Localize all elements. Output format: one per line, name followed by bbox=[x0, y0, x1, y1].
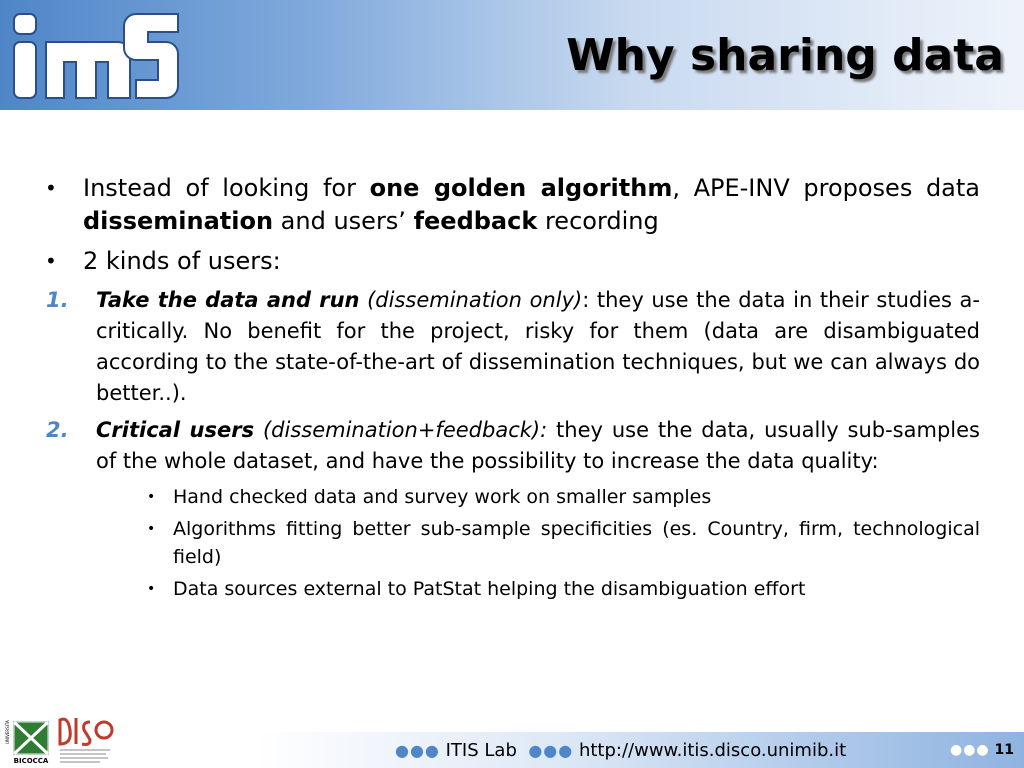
bullet-marker: • bbox=[147, 521, 156, 537]
page-number bbox=[950, 742, 1014, 758]
number-marker: 2. bbox=[46, 418, 69, 442]
number-marker: 1. bbox=[46, 288, 69, 312]
footer-dots: ●●● bbox=[395, 741, 440, 760]
sub-bullet: • Algorithms fitting better sub-sample specificities (es. Country, firm, technological field) bbox=[40, 515, 980, 571]
numbered-item-critical-users: 2. Critical users (dissemination+feedback): they use the data, usually sub-samples of the whole dataset, and have the possibility to increase the data quality: bbox=[40, 415, 980, 477]
sub-bullet: • Hand checked data and survey work on smaller samples bbox=[40, 483, 980, 511]
slide-body bbox=[40, 172, 980, 607]
university-logo bbox=[4, 714, 54, 766]
disco-logo bbox=[56, 714, 114, 766]
footer-url-link[interactable]: http://www.itis.disco.unimib.it bbox=[578, 740, 847, 761]
slide-title: Why sharing data bbox=[566, 30, 1004, 81]
svg-text:BICOCCA: BICOCCA bbox=[13, 757, 49, 765]
footer-lab-info bbox=[395, 740, 846, 761]
bullet-marker: • bbox=[147, 489, 156, 505]
numbered-item-take-data-and-run: 1. Take the data and run (dissemination only): they use the data in their studies a-critically. No benefit for the project, risky for them (data are disambiguated according to the state-of-the-art of dissemination techniques, but we can always do better..). bbox=[40, 285, 980, 409]
bullet-marker: • bbox=[45, 249, 57, 273]
bullet-golden-algorithm: • Instead of looking for one golden algorithm, APE-INV proposes data dissemination and users’ feedback recording bbox=[45, 174, 981, 235]
bullet-marker: • bbox=[147, 581, 156, 597]
footer-dots: ●●● bbox=[949, 742, 990, 758]
footer-dots: ●●● bbox=[528, 741, 574, 760]
itis-logo bbox=[8, 6, 183, 104]
sub-bullet: • Data sources external to PatStat helping the disambiguation effort bbox=[40, 575, 980, 603]
svg-text:UNIVERSITA: UNIVERSITA bbox=[5, 720, 10, 744]
footer-lab-name: ITIS Lab bbox=[445, 740, 517, 761]
page-number-value: 11 bbox=[994, 742, 1014, 758]
bullet-marker: • bbox=[45, 176, 57, 200]
bullet-kinds-of-users: • 2 kinds of users: bbox=[40, 245, 980, 278]
